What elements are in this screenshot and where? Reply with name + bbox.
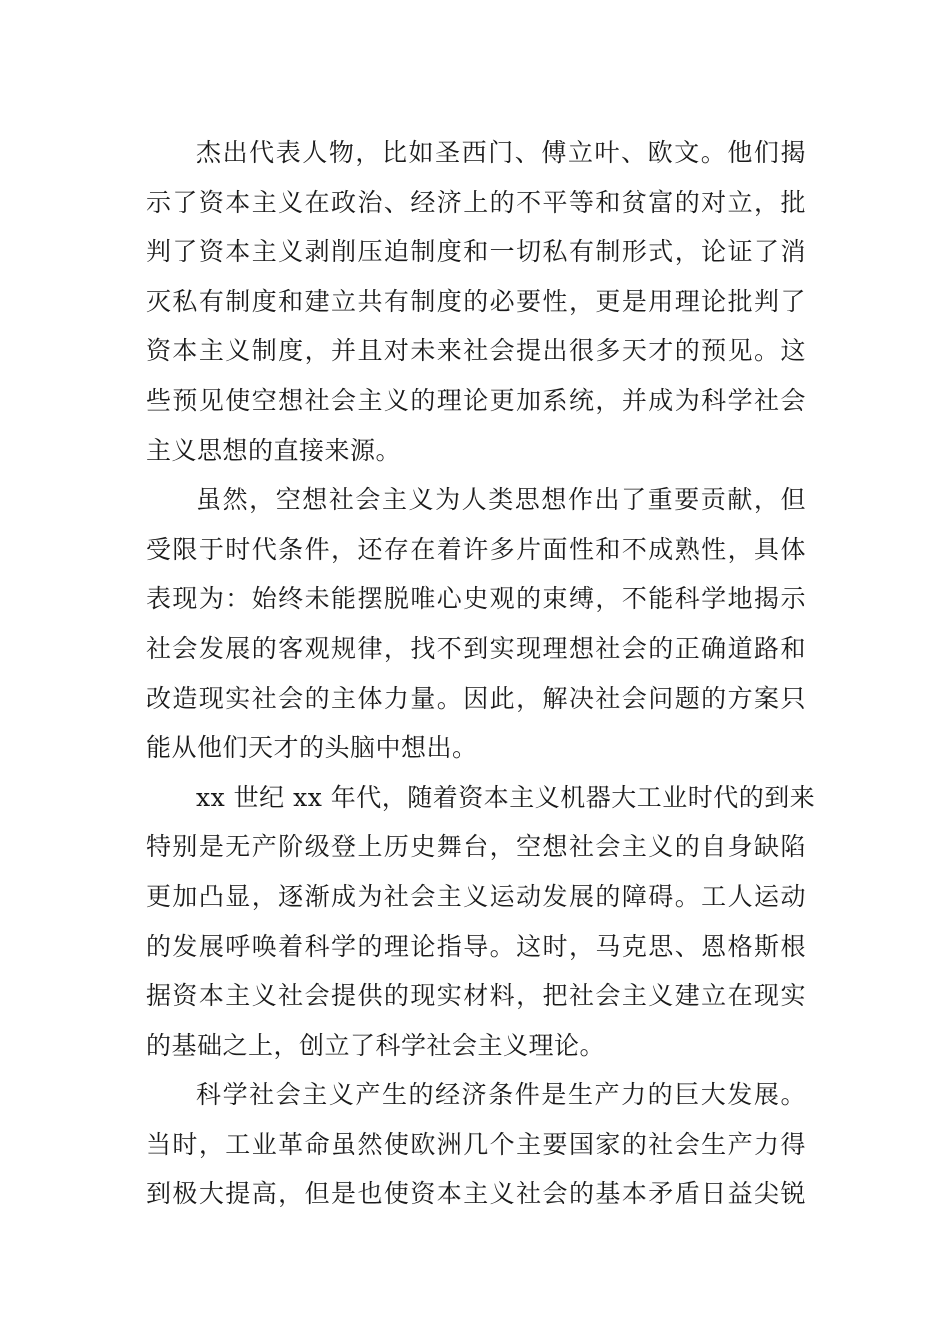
paragraph-2 [146,475,806,773]
paragraph-line: 主义思想的直接来源。 [146,435,402,465]
paragraph-line: 的基础之上，创立了科学社会主义理论。 [146,1030,606,1060]
paragraph-line: 据资本主义社会提供的现实材料，把社会主义建立在现实 [146,981,806,1011]
paragraph-line: 改造现实社会的主体力量。因此，解决社会问题的方案只 [146,683,806,713]
paragraph-line: 当时，工业革命虽然使欧洲几个主要国家的社会生产力得 [146,1129,806,1159]
paragraph-4 [146,1070,806,1219]
paragraph-line: 杰出代表人物，比如圣西门、傅立叶、欧文。他们揭 [196,138,806,167]
paragraph-line: 灭私有制度和建立共有制度的必要性，更是用理论批判了 [146,286,806,316]
paragraph-line: 更加凸显，逐渐成为社会主义运动发展的障碍。工人运动 [146,881,806,911]
paragraph-line: 些预见使空想社会主义的理论更加系统，并成为科学社会 [146,385,806,415]
paragraph-line: xx 世纪 xx 年代，随着资本主义机器大工业时代的到来 [196,782,816,812]
paragraph-1 [146,128,806,475]
paragraph-line: 判了资本主义剥削压迫制度和一切私有制形式，论证了消 [146,237,806,267]
paragraph-line: 表现为：始终未能摆脱唯心史观的束缚，不能科学地揭示 [146,584,806,614]
paragraph-line: 的发展呼唤着科学的理论指导。这时，马克思、恩格斯根 [146,931,806,961]
paragraph-line: 能从他们天才的头脑中想出。 [146,733,478,763]
paragraph-3 [146,773,816,1071]
paragraph-line: 虽然，空想社会主义为人类思想作出了重要贡献，但 [196,485,806,515]
paragraph-line: 到极大提高，但是也使资本主义社会的基本矛盾日益尖锐 [146,1179,806,1209]
paragraph-line: 社会发展的客观规律，找不到实现理想社会的正确道路和 [146,633,806,663]
paragraph-line: 特别是无产阶级登上历史舞台，空想社会主义的自身缺陷 [146,832,806,862]
paragraph-line: 资本主义制度，并且对未来社会提出很多天才的预见。这 [146,336,806,366]
document-body [146,128,816,1219]
paragraph-line: 示了资本主义在政治、经济上的不平等和贫富的对立，批 [146,187,806,217]
paragraph-line: 受限于时代条件，还存在着许多片面性和不成熟性，具体 [146,534,806,564]
paragraph-line: 科学社会主义产生的经济条件是生产力的巨大发展。 [196,1080,806,1110]
